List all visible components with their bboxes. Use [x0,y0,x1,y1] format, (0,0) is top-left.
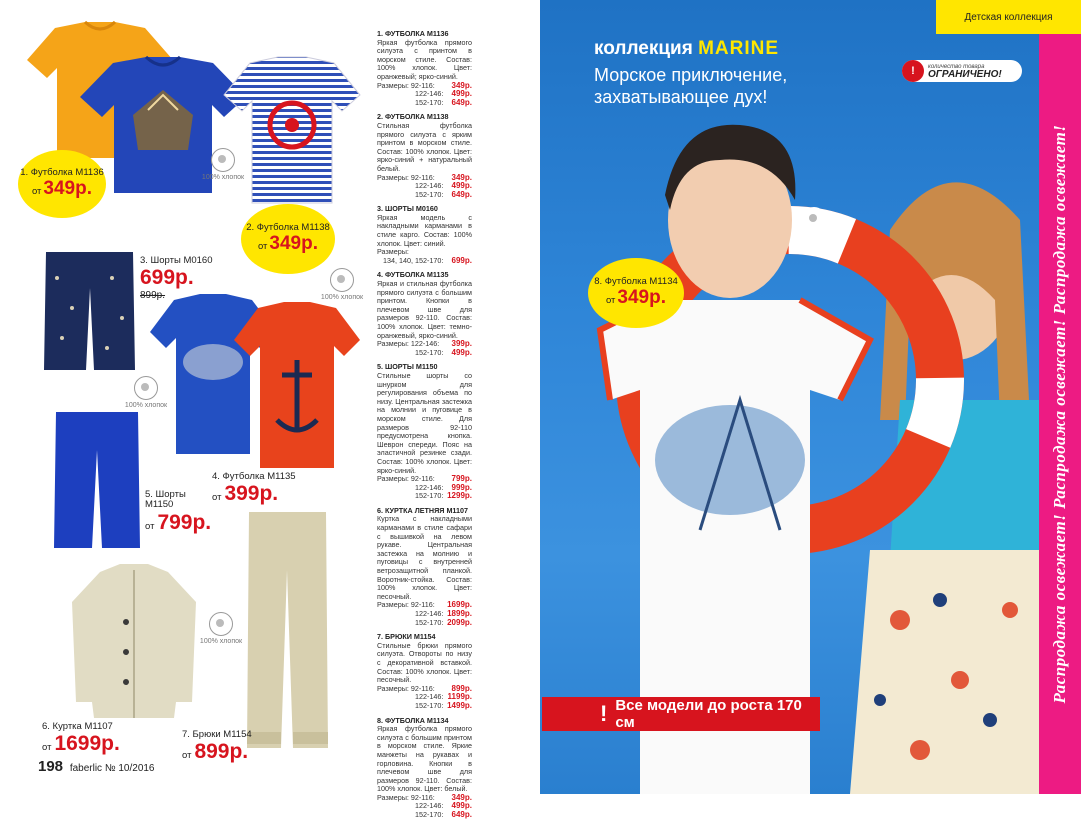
warning-icon: ! [902,60,924,82]
cotton-icon [802,207,826,231]
tshirt-red-photo [232,300,362,470]
description-title: 8. ФУТБОЛКА M1134 [377,715,449,725]
size-price: 499р. [451,181,472,191]
cotton-badge [318,268,366,301]
cotton-icon [330,268,354,292]
size-price: 999р. [451,482,472,492]
size-range: 152-170: [415,617,444,627]
size-range: 122-146: [410,339,440,349]
price-tag-label: 1. Футболка M1136 [20,167,104,179]
brand-name: faberlic [69,763,103,774]
size-range: 92-116: [410,792,435,802]
sale-sidebar-text: Распродажа освежает! Распродажа освежает! Распродажа освежает! [1050,124,1069,704]
sizes-label: Размеры: [377,172,409,182]
trousers-photo [245,510,330,750]
description-text: Стильная футболка прямого силуэта с ярким принтом в морском стиле. Состав: 100% хлопок. Цвет: ярко-синий + натуральный белый. [377,120,472,173]
sizes-label: Размеры: [377,339,409,349]
product-price: 1699р. [54,732,120,756]
size-price: 499р. [451,347,472,357]
description-title: 5. ШОРТЫ M1150 [377,362,438,372]
limited-quantity-badge [902,60,1022,82]
exclamation-icon: ! [600,701,608,726]
description-block-m1135 [377,271,472,357]
description-text: Яркая футболка прямого силуэта с большим принтом в морском стиле. Яркие манжеты на рукавах и горловина. Кнопки в плечевом шве для размеров 92-110. Состав: 100% хлопок. Цвет: белый. [377,724,472,794]
cotton-icon [134,376,158,400]
description-title: 7. БРЮКИ M1154 [377,632,436,642]
description-block-m1107 [377,507,472,627]
price-prefix: от [182,750,192,762]
sizes-label: Размеры: [377,683,409,693]
price-tag-label: 2. Футболка M1138 [246,222,330,234]
price-tag-m1138 [241,204,335,274]
sale-sidebar [1039,34,1081,794]
product-label-m1135 [212,472,296,506]
cotton-label: 100% хлопок [320,294,364,301]
size-price: 399р. [451,339,472,349]
size-price: 899р. [451,683,472,693]
size-range: 92-116: [410,683,435,693]
product-name: 6. Куртка M1107 [42,721,113,732]
description-text: Яркая футболка прямого силуэта с принтом в морском стиле. Состав: 100% хлопок. Цвет: оранжевый; ярко-синий. [377,37,472,81]
description-block-m1138 [377,113,472,199]
cotton-badge [122,376,170,409]
price-value: 349р. [269,232,319,254]
product-name: 3. Шорты M0160 [140,255,213,266]
product-name: 7. Брюки M1154 [182,729,252,740]
product-label-m1150 [145,490,211,534]
description-block-m1150 [377,363,472,501]
cotton-badge [199,148,247,181]
cotton-icon [211,148,235,172]
size-range: 152-170: [415,189,444,199]
product-name-line1: 5. Шорты [145,489,186,500]
size-range: 152-170: [415,347,444,357]
shorts-blue-photo [52,410,142,550]
description-text: Яркая модель с накладными карманами в стиле карго. Состав: 100% хлопок. Цвет: синий. [377,212,472,248]
size-price: 1899р. [447,609,472,618]
description-title: 1. ФУТБОЛКА M1136 [377,29,449,38]
collection-title [594,38,779,60]
product-price: 399р. [224,482,279,506]
price-tag-m1136 [18,150,106,218]
size-range: 92-116: [410,600,435,610]
description-text: Стильные брюки прямого силуэта. Отвороты по низу с декоративной вставкой. Состав: 100% хлопок. Цвет: песочный. [377,640,472,685]
size-range: 122-146: [415,89,444,99]
size-price: 1499р. [447,700,472,710]
description-block-m1134 [377,717,472,820]
size-price: 649р. [451,810,472,820]
size-price: 1299р. [447,491,472,501]
description-title: 6. КУРТКА ЛЕТНЯЯ M1107 [377,505,469,515]
cotton-label: 100% хлопок [792,233,836,240]
size-range: 122-146: [415,482,444,492]
size-range: 122-146: [415,181,444,191]
price-value: 349р. [43,177,93,199]
size-price: 1199р. [447,692,472,702]
limited-line2: ОГРАНИЧЕНО! [928,69,1002,80]
size-range: 92-116: [410,172,435,182]
size-price: 1699р. [447,600,472,610]
size-range: 134, 140, 152-170: [383,255,444,265]
product-name: 4. Футболка M1135 [212,471,296,482]
description-title: 2. ФУТБОЛКА M1138 [377,112,449,122]
sizes-label: Размеры: [377,792,409,802]
size-range: 152-170: [415,810,444,820]
sizes-label: Размеры: [377,600,409,610]
size-price: 349р. [451,172,472,182]
collection-name: MARINE [698,38,780,59]
size-range: 122-146: [415,801,444,811]
shorts-navy-photo [42,248,137,373]
size-range: 152-170: [415,97,444,107]
cotton-badge [790,207,838,240]
sizes-label: Размеры: [377,247,409,257]
size-range: 152-170: [415,491,444,501]
price-prefix: от [605,294,616,306]
tshirt-striped-photo [222,55,362,205]
description-block-m1154 [377,633,472,710]
description-text: Яркая и стильная футболка прямого силуэта с большим принтом. Кнопки в плечевом шве для размеров 92-110. Состав: 100% хлопок. Цвет: темно-оранжевый, ярко-синий. [377,279,472,340]
price-tag-label: 8. Футболка M1134 [594,276,678,288]
cotton-icon [209,612,233,636]
price-prefix: от [31,185,42,197]
collection-label: коллекция [594,38,693,59]
description-text: Стильные шорты со шнурком для регулирования объема по низу. Центральная застежка на молнии и пуговице в морском стиле. Для размеров 92-110 предусмотрена кнопка. Шеврон спереди. Пояс на эластичной резинке сзади. Состав: 100% хлопок. Цвет: ярко-синий. [377,370,472,475]
product-label-m1107 [42,722,120,756]
page-footer [38,758,155,775]
description-title: 3. ШОРТЫ M0160 [377,204,438,214]
price-tag-m1134 [588,258,684,328]
product-price: 799р. [157,510,212,534]
size-range: 122-146: [415,609,444,618]
size-range: 92-116: [410,474,435,484]
description-block-m1136 [377,30,472,107]
size-range: 122-146: [415,692,444,702]
catalog-page-left [0,0,540,820]
sizes-label: Размеры: [377,474,409,484]
size-price: 349р. [451,80,472,90]
cotton-label: 100% хлопок [199,638,243,645]
size-price: 349р. [451,792,472,802]
product-price: 699р. [140,266,194,290]
old-price: 899р. [140,289,166,301]
kids-photo [540,100,1040,794]
size-price: 2099р. [447,617,472,627]
price-prefix: от [145,520,155,532]
price-prefix: от [42,742,52,754]
product-price: 899р. [194,740,249,764]
description-text: Куртка с накладными карманами в стиле сафари с вышивкой на левом рукаве. Центральная застежка на молнию и пуговицы с внутренней ветрозащитной планкой. Воротник-стойка. Состав: 100% хлопок. Цвет: песочный. [377,514,472,601]
product-label-m0160 [140,256,213,301]
size-price: 499р. [451,801,472,811]
size-range: 152-170: [415,700,444,710]
category-tab: Детская коллекция [936,0,1081,34]
collection-subtitle: Морское приключение, захватывающее дух! [594,65,788,107]
price-prefix: от [212,492,222,504]
size-price: 799р. [451,474,472,484]
description-block-m0160 [377,205,472,265]
product-name-line2: M1150 [145,499,174,511]
limited-line1: количество товара [928,64,985,70]
description-title: 4. ФУТБОЛКА M1135 [377,270,449,280]
catalog-page-right [540,0,1081,794]
size-price: 649р. [451,97,472,107]
issue-number: № 10/2016 [104,763,155,774]
product-label-m1154 [182,730,252,764]
height-banner [542,697,820,731]
size-price: 499р. [451,89,472,99]
page-number: 198 [38,758,64,775]
sizes-label: Размеры: [377,80,409,90]
size-price: 649р. [451,189,472,199]
cotton-badge [197,612,245,645]
banner-text: Все модели до роста 170 см [615,697,802,731]
cotton-label: 100% хлопок [201,174,245,181]
size-price: 699р. [451,255,472,265]
price-value: 349р. [617,286,667,308]
cotton-label: 100% хлопок [124,402,168,409]
size-range: 92-116: [410,80,435,90]
jacket-photo [70,562,198,720]
price-prefix: от [257,240,268,252]
product-descriptions [377,30,472,826]
